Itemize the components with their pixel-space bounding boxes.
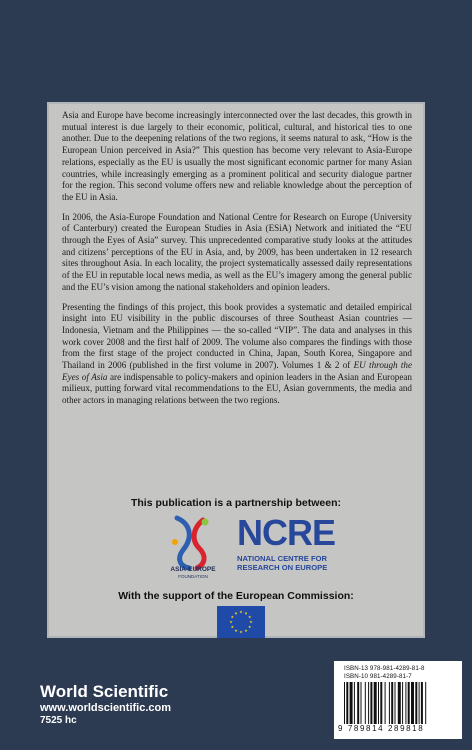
barcode-bar xyxy=(411,682,414,724)
barcode-bar xyxy=(374,682,377,724)
barcode-bar xyxy=(415,682,417,724)
publisher-block xyxy=(40,682,171,727)
blurb-text xyxy=(62,110,412,415)
barcode-bar xyxy=(402,682,403,724)
barcode-bar xyxy=(365,682,366,724)
publisher-code: 7525 hc xyxy=(40,715,77,726)
barcode-bar xyxy=(419,682,420,724)
barcode-bar xyxy=(395,682,396,724)
barcode-bar xyxy=(344,682,345,724)
barcode-bar xyxy=(361,682,362,724)
barcode-bar xyxy=(368,682,369,724)
barcode-bar xyxy=(385,682,386,724)
barcode-bar xyxy=(350,682,353,724)
barcode-bar xyxy=(421,682,423,724)
barcode-bar xyxy=(346,682,348,724)
barcode-bar xyxy=(370,682,372,724)
barcode-bar xyxy=(398,682,401,724)
blurb-paragraph-3-end: are indispensable to policy-makers and opinion leaders in the Asian and European milieux, putting forward vital recommendations to the EU, Asian governments, the media and other actors in managing relations between the two regions. xyxy=(62,371,412,406)
barcode-bar xyxy=(389,682,390,724)
asef-subtitle: FOUNDATION xyxy=(178,574,208,579)
publisher-url: www.worldscientific.com xyxy=(40,702,172,714)
barcode-bar xyxy=(378,682,379,724)
barcode-bar xyxy=(380,682,382,724)
barcode-bar xyxy=(405,682,406,724)
ncre-line-1: NATIONAL CENTRE FOR xyxy=(237,554,327,563)
eu-flag-icon xyxy=(217,606,265,638)
blurb-paragraph-3 xyxy=(62,302,412,407)
blurb-paragraph-3-start: Presenting the findings of this project, this book provides a systematic and detailed empirical insight into EU visibility in the public discourses of three Southeast Asian countries — Indonesia, Vietnam and the Philippines — the so-called “VIP”. The data and analyses in this work cover 2008 and the first half of 2009. The volume also compares the findings with those from the first stage of the project conducted in China, Japan, South Korea, Singapore and Thailand in 2006 (published in the first volume in 2007). Volumes 1 & 2 of xyxy=(62,301,412,371)
ncre-fullname xyxy=(237,554,357,572)
barcode-icon xyxy=(344,682,457,725)
barcode-bar xyxy=(425,682,426,724)
isbn-13: ISBN-13 978-981-4289-81-8 xyxy=(344,665,425,672)
ncre-line-2: RESEARCH ON EUROPE xyxy=(237,563,328,572)
barcode-digits: 9 789814 289818 xyxy=(338,724,425,733)
ncre-logo: NCRE xyxy=(237,512,336,553)
asef-name: ASIA-EUROPE xyxy=(170,566,216,573)
barcode-bar xyxy=(357,682,359,724)
barcode-bar xyxy=(408,682,410,724)
book-title-italic: EU through the Eyes of Asia xyxy=(62,360,412,382)
barcode-bar xyxy=(391,682,393,724)
publisher-name: World Scientific xyxy=(40,682,169,701)
blurb-paragraph-1: Asia and Europe have become increasingly interconnected over the last decades, this growth in mutual interest is due largely to their economic, political, cultural, and historical ties to one another. Due to the deepening relations of the two regions, it seems natural to ask, “How is the European Union perceived in Asia?” This question has become very relevant to Asia-Europe relations, especially as the EU is usually the most significant economic partner for many Asian countries, while increasingly emerging as a prominent political and security dialogue partner for the region. This second volume offers new and reliable knowledge about the perception of the EU in Asia. xyxy=(62,110,412,202)
barcode-bar xyxy=(354,682,355,724)
blurb-paragraph-2: In 2006, the Asia-Europe Foundation and National Centre for Research on Europe (University of Canterbury) created the European Studies in Asia (ESiA) Network and initiated the “EU through the Eyes of Asia” survey. This unprecedented comparative study looks at the attitudes and citizens’ perceptions of the EU in Asia, and, by 2009, has been undertaken in 12 research sites throughout Asia. In each locality, the project systematically assessed daily representations of the EU in reputable local news media, as well as the EU’s imagery among the general public and the EU’s vision among the national stakeholders and opinion leaders. xyxy=(62,211,412,292)
support-title: With the support of the European Commission: xyxy=(118,590,354,602)
partnership-title: This publication is a partnership between: xyxy=(130,497,342,509)
isbn-10: ISBN-10 981-4289-81-7 xyxy=(344,673,412,680)
